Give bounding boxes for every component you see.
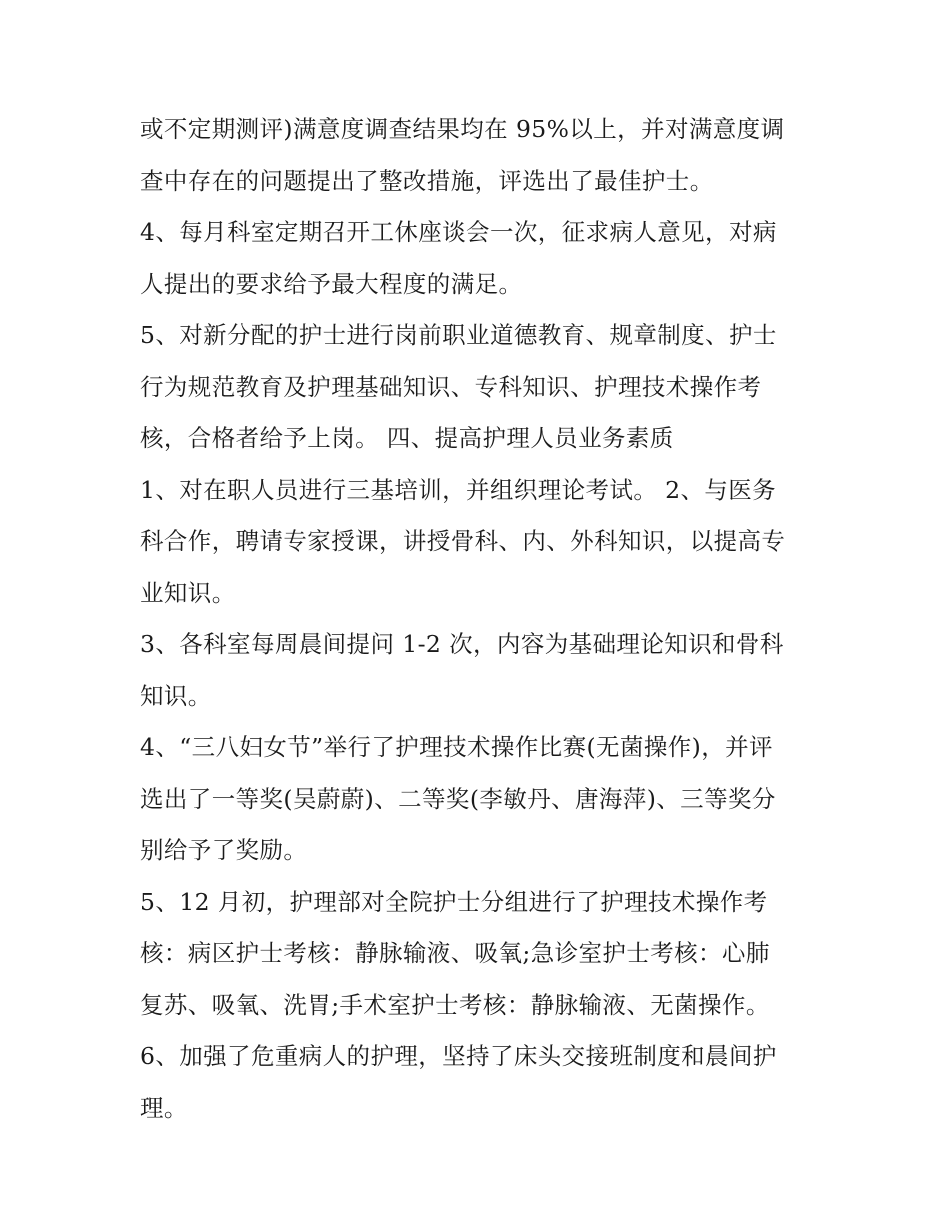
text-line: 或不定期测评)满意度调查结果均在 95%以上，并对满意度调 bbox=[140, 115, 785, 143]
text-line: 别给予了奖励。 bbox=[140, 836, 308, 864]
text-line: 科合作，聘请专家授课，讲授骨科、内、外科知识，以提高专 bbox=[140, 527, 786, 555]
text-line: 复苏、吸氧、洗胃;手术室护士考核：静脉输液、无菌操作。 bbox=[140, 990, 770, 1019]
text-line: 4、每月科室定期召开工休座谈会一次，征求病人意见，对病 bbox=[140, 218, 777, 246]
text-line: 知识。 bbox=[140, 681, 212, 710]
text-line: 1、对在职人员进行三基培训，并组织理论考试。 2、与医务 bbox=[140, 475, 777, 504]
text-line: 查中存在的问题提出了整改措施，评选出了最佳护士。 bbox=[140, 166, 714, 195]
text-line: 核：病区护士考核：静脉输液、吸氧;急诊室护士考核：心肺 bbox=[140, 939, 770, 967]
text-line: 人提出的要求给予最大程度的满足。 bbox=[140, 269, 523, 298]
document-body bbox=[140, 104, 820, 1134]
text-line: 行为规范教育及护理基础知识、专科知识、护理技术操作考 bbox=[140, 372, 762, 401]
text-line: 选出了一等奖(吴蔚蔚)、二等奖(李敏丹、唐海萍)、三等奖分 bbox=[140, 784, 776, 813]
text-line: 3、各科室每周晨间提问 1-2 次，内容为基础理论知识和骨科 bbox=[140, 630, 784, 658]
text-line: 5、对新分配的护士进行岗前职业道德教育、规章制度、护士 bbox=[140, 321, 777, 349]
text-line: 核，合格者给予上岗。 四、提高护理人员业务素质 bbox=[140, 424, 674, 452]
text-line: 6、加强了危重病人的护理，坚持了床头交接班制度和晨间护 bbox=[140, 1042, 777, 1070]
text-line: 5、12 月初，护理部对全院护士分组进行了护理技术操作考 bbox=[140, 887, 768, 916]
text-line: 业知识。 bbox=[140, 578, 236, 607]
text-line: 理。 bbox=[140, 1093, 188, 1122]
text-line: 4、“三八妇女节”举行了护理技术操作比赛(无菌操作)，并评 bbox=[140, 733, 773, 761]
